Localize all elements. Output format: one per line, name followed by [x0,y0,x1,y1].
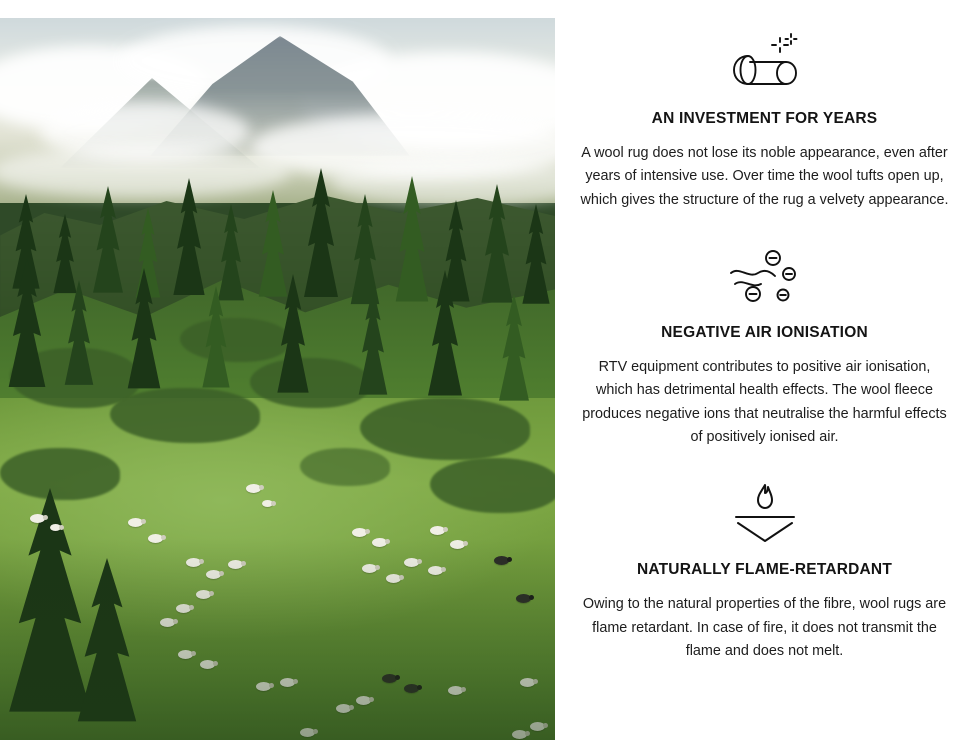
shrub-patch [0,448,120,500]
flame-retardant-icon [581,481,949,547]
feature-title: NATURALLY FLAME-RETARDANT [637,561,892,579]
sheep [50,524,61,531]
feature-negative-air-ionisation [581,244,949,449]
rolled-rug-sparkle-icon [581,30,949,96]
shrub-patch [250,358,370,408]
sheep [430,526,445,535]
sheep [246,484,261,493]
photo-illustration [0,18,555,740]
features-panel [555,0,970,740]
sheep [262,500,273,507]
shrub-patch [300,448,390,486]
feature-body: A wool rug does not lose its noble appearance, even after years of intensive use. Over time the wool tufts open up, which gives the structure of the rug a velvety appearance. [580,145,949,208]
feature-body: Owing to the natural properties of the fibre, wool rugs are flame retardant. In case of fire, it does not transmit the flame and does not melt. [582,596,947,659]
feature-body: RTV equipment contributes to positive air ionisation, which has detrimental health effects. The wool fleece produces negative ions that neutralise the harmful effects of positively ionised air. [582,358,947,445]
meadow-shadow [0,538,555,740]
sheep [352,528,367,537]
feature-investment-for-years [581,30,949,212]
feature-naturally-flame-retardant [581,481,949,663]
sheep [30,514,45,523]
air-ionisation-icon [581,244,949,310]
sheep [128,518,143,527]
feature-title: NEGATIVE AIR IONISATION [661,323,868,341]
shrub-patch [180,318,290,362]
hero-photo [0,18,555,740]
feature-title: AN INVESTMENT FOR YEARS [651,110,878,127]
cloud [0,146,290,198]
